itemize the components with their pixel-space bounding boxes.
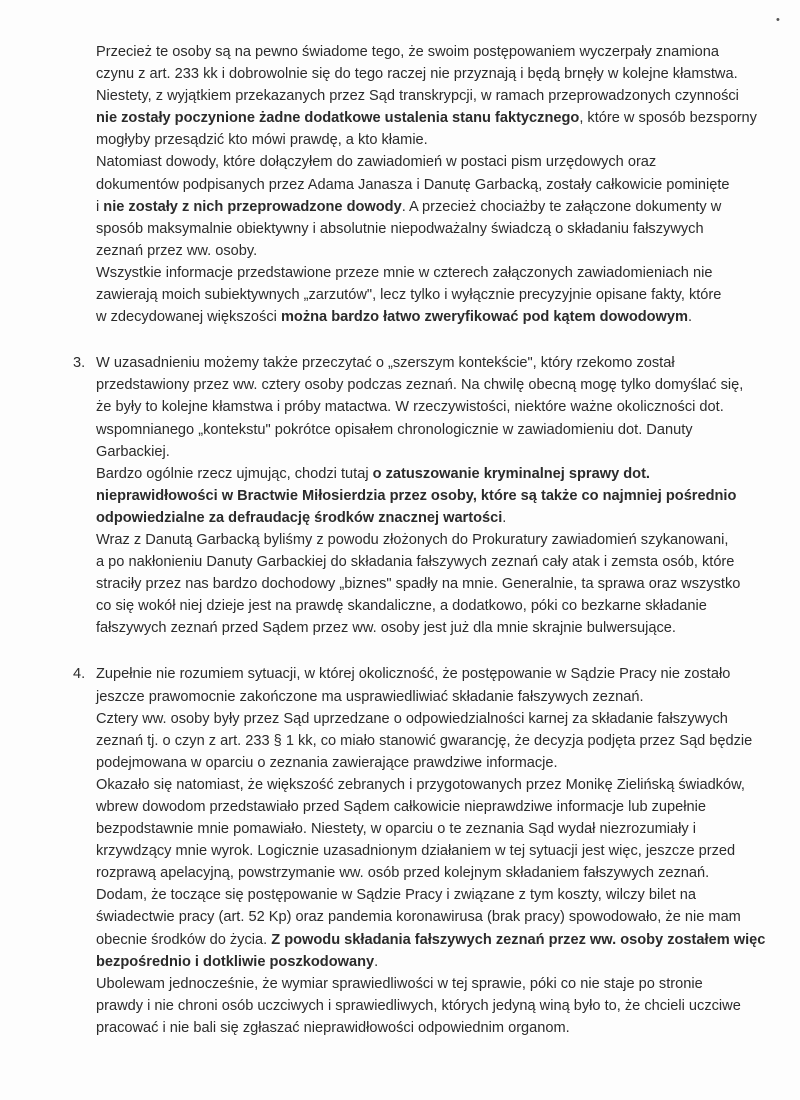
text-run: Wraz z Danutą Garbacką byliśmy z powodu złożonych do Prokuratury zawiadomień szykanowani, xyxy=(96,531,729,548)
bold-text: o zatuszowanie kryminalnej sprawy dot. xyxy=(372,465,650,482)
bold-text: nieprawidłowości w Bractwie Miłosierdzia przez osoby, które są także co najmniej pośrednio xyxy=(96,487,737,504)
text-line xyxy=(96,1017,786,1039)
text-line xyxy=(96,663,786,685)
text-line xyxy=(96,485,786,507)
list-item-number: 3. xyxy=(73,355,86,372)
text-run: mogłyby przesądzić kto mówi prawdę, a kto kłamie. xyxy=(96,132,428,149)
text-run: co się wokół niej dzieje jest na prawdę skandaliczne, a dodatkowo, póki co bezkarne składanie xyxy=(96,598,707,615)
text-line xyxy=(96,973,786,995)
text-line xyxy=(96,463,786,485)
text-run: wspomnianego „kontekstu" pokrótce opisałem chronologicznie w zawiadomieniu dot. Danuty xyxy=(96,421,693,438)
text-line xyxy=(96,840,786,862)
paragraph-gap xyxy=(96,328,786,352)
text-line xyxy=(96,419,786,441)
text-run: Przecież te osoby są na pewno świadome tego, że swoim postępowaniem wyczerpały znamiona xyxy=(96,44,719,60)
text-line xyxy=(96,174,786,196)
text-line xyxy=(96,884,786,906)
text-line xyxy=(96,708,786,730)
text-line xyxy=(96,441,786,463)
text-run: Bardzo ogólnie rzecz ujmując, chodzi tutaj xyxy=(96,465,373,482)
text-run: dokumentów podpisanych przez Adama Janasza i Danutę Garbacką, zostały całkowicie pominięte xyxy=(96,176,730,193)
text-line xyxy=(96,306,786,328)
text-run: Niestety, z wyjątkiem przekazanych przez Sąd transkrypcji, w ramach przeprowadzonych czynności xyxy=(96,88,739,105)
text-run: zawierają moich subiektywnych „zarzutów", lecz tylko i wyłącznie precyzyjnie opisane fakty, które xyxy=(96,287,722,304)
text-run: krzywdzący mnie wyrok. Logicznie uzasadnionym działaniem w tej sytuacji jest więc, jeszcze przed xyxy=(96,843,736,860)
text-run: bezpodstawnie mnie pomawiało. Niestety, w oparciu o te zeznania Sąd wydał niezrozumiały i xyxy=(96,821,696,838)
text-line xyxy=(96,862,786,884)
text-line xyxy=(96,796,786,818)
text-line xyxy=(96,262,786,284)
text-run: Zupełnie nie rozumiem sytuacji, w której okoliczność, że postępowanie w Sądzie Pracy nie zostało xyxy=(96,666,731,683)
bold-text: odpowiedzialne za defraudację środków znacznej wartości xyxy=(96,509,503,526)
text-run: . xyxy=(502,509,507,526)
paragraph-gap xyxy=(96,639,786,663)
text-line xyxy=(96,507,786,529)
text-run: Dodam, że toczące się postępowanie w Sądzie Pracy i związane z tym koszty, wilczy bilet na xyxy=(96,887,696,904)
text-line xyxy=(96,196,786,218)
text-line xyxy=(96,551,786,573)
text-line xyxy=(96,774,786,796)
text-run: świadectwie pracy (art. 52 Kp) oraz pandemia koronawirusa (brak pracy) spowodowało, że nie mam xyxy=(96,909,741,926)
text-run: sposób maksymalnie obiektywny i absolutnie niepodważalny świadczą o składaniu fałszywych xyxy=(96,220,704,237)
text-line xyxy=(96,617,786,639)
text-run: prawdy i nie chroni osób uczciwych i sprawiedliwych, których jedyną winą było to, że chcieli uczciwe xyxy=(96,997,741,1014)
text-run: że były to kolejne kłamstwa i próby matactwa. W rzeczywistości, niektóre ważne okoliczności dot. xyxy=(96,399,724,416)
text-line xyxy=(96,818,786,840)
text-run: straciły przez nas bardzo dochodowy „biznes" spadły na mnie. Generalnie, ta sprawa oraz wszystko xyxy=(96,576,741,593)
text-run: , które w sposób bezsporny xyxy=(579,110,757,127)
text-line xyxy=(96,352,786,374)
text-line xyxy=(96,374,786,396)
text-run: Wszystkie informacje przedstawione przeze mnie w czterech załączonych zawiadomieniach nie xyxy=(96,264,713,281)
text-line xyxy=(96,573,786,595)
text-run: . A przecież chociażby te załączone dokumenty w xyxy=(401,198,722,215)
text-line xyxy=(96,151,786,173)
text-run: a po nakłonieniu Danuty Garbackiej do składania fałszywych zeznań cały atak i zemsta osób, które xyxy=(96,554,735,571)
text-run: jeszcze prawomocnie zakończone ma usprawiedliwiać składanie fałszywych zeznań. xyxy=(96,688,644,705)
text-line xyxy=(96,951,786,973)
text-line xyxy=(96,85,786,107)
scan-speck: • xyxy=(776,14,780,26)
text-line xyxy=(96,730,786,752)
text-run: Ubolewam jednocześnie, że wymiar sprawiedliwości w tej sprawie, póki co nie staje po stronie xyxy=(96,975,703,992)
text-line xyxy=(96,686,786,708)
text-line xyxy=(96,995,786,1017)
text-line xyxy=(96,107,786,129)
text-run: Okazało się natomiast, że większość zebranych i przygotowanych przez Monikę Zielińską świadków, xyxy=(96,776,745,793)
numbered-list xyxy=(73,328,786,1039)
bold-text: nie zostały poczynione żadne dodatkowe ustalenia stanu faktycznego xyxy=(96,110,580,127)
text-line xyxy=(96,284,786,306)
text-run: obecnie środków do życia. xyxy=(96,931,272,948)
text-line xyxy=(96,396,786,418)
list-item-number: 4. xyxy=(73,666,86,683)
text-run: zeznań przez ww. osoby. xyxy=(96,242,258,259)
text-run: wbrew dowodom przedstawiało przed Sądem całkowicie nieprawdziwe informacje lub zupełnie xyxy=(96,799,706,815)
bold-text: bezpośrednio i dotkliwie poszkodowany xyxy=(96,953,375,970)
text-run: w zdecydowanej większości xyxy=(96,309,281,326)
text-line xyxy=(96,129,786,151)
text-run: przedstawiony przez ww. cztery osoby podczas zeznań. Na chwilę obecną mogę tylko domyślać się, xyxy=(96,377,744,394)
document-body xyxy=(73,41,786,1039)
bold-text: można bardzo łatwo zweryfikować pod kątem dowodowym xyxy=(280,309,689,326)
text-line xyxy=(96,41,786,63)
text-run: fałszywych zeznań przed Sądem przez ww. osoby jest już dla mnie skrajnie bulwersujące. xyxy=(96,620,676,637)
text-run: Cztery ww. osoby były przez Sąd uprzedzane o odpowiedzialności karnej za składanie fałszywych xyxy=(96,710,728,727)
text-line xyxy=(96,529,786,551)
text-line xyxy=(96,595,786,617)
text-run: rozprawą apelacyjną, powstrzymanie ww. osób przed kolejnym składaniem fałszywych zeznań. xyxy=(96,865,710,882)
list-item xyxy=(73,352,786,639)
text-run: podejmowana w oparciu o zeznania zawierające prawdziwe informacje. xyxy=(96,754,558,771)
text-run: W uzasadnieniu możemy także przeczytać o „szerszym kontekście", który rzekomo został xyxy=(96,355,675,372)
text-run: Natomiast dowody, które dołączyłem do zawiadomień w postaci pism urzędowych oraz xyxy=(96,154,657,171)
text-run: czynu z art. 233 kk i dobrowolnie się do tego raczej nie przyznają i będą brnęły w kolejne kłamstwa. xyxy=(96,66,738,83)
intro-paragraphs xyxy=(96,41,786,328)
text-run: pracować i nie bali się zgłaszać nieprawidłowości odpowiednim organom. xyxy=(96,1019,570,1036)
list-item xyxy=(73,663,786,1039)
text-line xyxy=(96,240,786,262)
text-line xyxy=(96,63,786,85)
text-run: zeznań tj. o czyn z art. 233 § 1 kk, co miało stanowić gwarancję, że decyzja podjęta przez Sąd będzie xyxy=(96,732,753,749)
text-run: . xyxy=(688,309,693,326)
bold-text: Z powodu składania fałszywych zeznań przez ww. osoby zostałem więc xyxy=(271,931,766,948)
bold-text: nie zostały z nich przeprowadzone dowody xyxy=(103,198,402,215)
text-line xyxy=(96,218,786,240)
text-line xyxy=(96,906,786,928)
text-line xyxy=(96,752,786,774)
text-run: . xyxy=(374,953,379,970)
text-line xyxy=(96,929,786,951)
text-run: Garbackiej. xyxy=(96,443,170,460)
text-run: i xyxy=(96,198,104,215)
